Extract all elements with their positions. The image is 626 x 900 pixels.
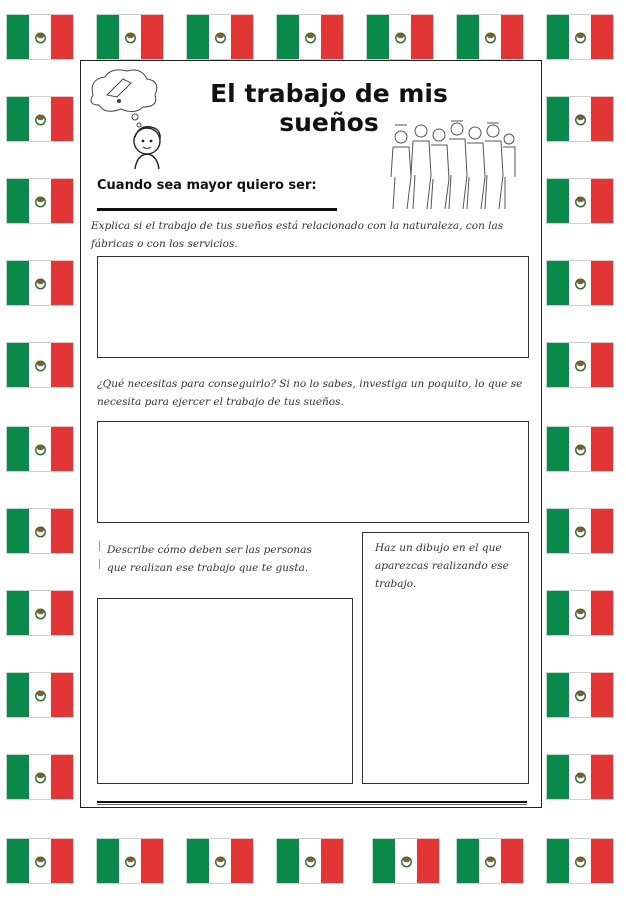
mexican-flag-icon — [456, 838, 524, 884]
mexican-flag-icon — [546, 96, 614, 142]
bottom-rule-thin — [97, 804, 527, 805]
mexican-flag-icon — [546, 590, 614, 636]
bottom-rule — [97, 801, 527, 803]
mexican-flag-icon — [546, 426, 614, 472]
answer-box-3[interactable] — [97, 598, 353, 784]
mexican-flag-icon — [6, 426, 74, 472]
mexican-flag-icon — [546, 508, 614, 554]
question-1-label: Explica si el trabajo de tus sueños está relacionado con la naturaleza, con las fábricas o con los servicios. — [91, 220, 504, 250]
thinking-child-icon — [83, 65, 167, 175]
mexican-flag-icon — [546, 14, 614, 60]
mexican-flag-icon — [6, 590, 74, 636]
mexican-flag-icon — [372, 838, 440, 884]
mexican-flag-icon — [546, 342, 614, 388]
mexican-flag-icon — [6, 14, 74, 60]
mexican-flag-icon — [546, 178, 614, 224]
mexican-flag-icon — [456, 14, 524, 60]
subheading: Cuando sea mayor quiero ser: — [97, 178, 317, 193]
mexican-flag-icon — [6, 260, 74, 306]
answer-box-1[interactable] — [97, 256, 529, 358]
mexican-flag-icon — [6, 96, 74, 142]
question-2-label: ¿Qué necesitas para conseguirlo? Si no lo sabes, investiga un poquito, lo que se necesita para ejercer el trabajo de tus sueños. — [97, 378, 523, 408]
mexican-flag-icon — [6, 672, 74, 718]
mexican-flag-icon — [546, 260, 614, 306]
margin-mark-bottom — [99, 559, 100, 569]
mexican-flag-icon — [276, 838, 344, 884]
mexican-flag-icon — [546, 838, 614, 884]
mexican-flag-icon — [186, 14, 254, 60]
mexican-flag-icon — [6, 838, 74, 884]
worksheet — [80, 60, 542, 808]
mexican-flag-icon — [6, 342, 74, 388]
mexican-flag-icon — [276, 14, 344, 60]
workers-group-illustration — [387, 117, 517, 213]
mexican-flag-icon — [6, 508, 74, 554]
mexican-flag-icon — [546, 672, 614, 718]
mexican-flag-icon — [546, 754, 614, 800]
answer-box-2[interactable] — [97, 421, 529, 523]
mexican-flag-icon — [6, 178, 74, 224]
mexican-flag-icon — [366, 14, 434, 60]
question-3-label: Describe cómo deben ser las personas que realizan ese trabajo que te gusta. — [107, 544, 312, 574]
answer-line — [97, 208, 337, 211]
mexican-flag-icon — [186, 838, 254, 884]
margin-mark-top — [99, 541, 100, 551]
mexican-flag-icon — [96, 838, 164, 884]
page-title: El trabajo de mis sueños — [210, 79, 448, 137]
question-4-label: Haz un dibujo en el que aparezcas realizando ese trabajo. — [375, 542, 509, 590]
mexican-flag-icon — [96, 14, 164, 60]
mexican-flag-icon — [6, 754, 74, 800]
